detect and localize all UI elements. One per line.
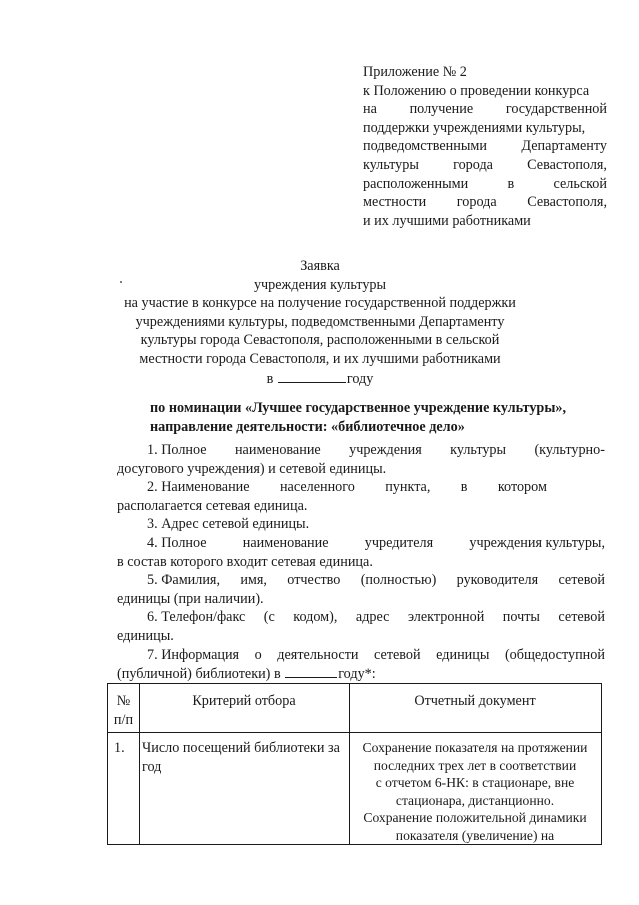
- word: города: [456, 194, 497, 211]
- item-2: [117, 478, 605, 497]
- item-6-cont: единицы.: [117, 627, 174, 644]
- title-year-line: [70, 369, 570, 389]
- word: электронной: [407, 609, 485, 626]
- item-1: [117, 441, 605, 460]
- word: деятельности: [277, 646, 359, 663]
- title-line: местности города Севастополя, и их лучшими работниками: [139, 350, 501, 367]
- row-number-text: 1.: [114, 740, 125, 756]
- item-4-cont: в состав которого входит сетевая единица.: [117, 553, 373, 570]
- header-document: [349, 692, 601, 711]
- word: сетевой: [374, 646, 421, 663]
- document-line: показателя (увеличение) на: [395, 827, 555, 843]
- appendix-line: [363, 175, 607, 194]
- word: подведомственными: [363, 138, 487, 155]
- year-suffix: году: [346, 370, 374, 387]
- word: получение: [409, 101, 474, 118]
- appendix-reference: [363, 63, 607, 230]
- header-criterion: [139, 692, 349, 711]
- appendix-line: к Положению о проведении конкурса: [363, 82, 590, 99]
- item-6: [117, 608, 605, 627]
- word: (культурно-: [534, 442, 605, 458]
- document-line: Сохранение показателя на протяжении: [362, 740, 588, 755]
- document-line: последних трех лет в соответствии: [373, 757, 577, 773]
- word: в: [460, 479, 468, 496]
- word: кодом),: [293, 609, 338, 626]
- word: пункта,: [385, 479, 431, 496]
- word: учредителя: [364, 534, 434, 551]
- item-7-prefix: (публичной) библиотеки) в: [117, 666, 281, 683]
- appendix-number: Приложение № 2: [363, 64, 467, 80]
- word: наименование: [242, 534, 329, 551]
- document-line: с отчетом 6-НК: в стационаре, вне: [375, 775, 575, 791]
- header-number-line: п/п: [113, 711, 134, 728]
- row-1-number: [114, 739, 138, 758]
- word: 2. Наименование: [147, 479, 250, 496]
- document-line: стационара, дистанционно.: [395, 792, 555, 808]
- appendix-line: [363, 193, 607, 212]
- word: 1. Полное: [147, 442, 207, 458]
- word: на: [363, 101, 377, 118]
- title-line: учреждениями культуры, подведомственными Департаменту: [135, 313, 505, 330]
- item-7-cont: [117, 664, 605, 684]
- word: города: [453, 156, 493, 173]
- item-2-cont: располагается сетевая единица.: [117, 497, 308, 514]
- word: учреждения: [349, 442, 422, 458]
- appendix-line: и их лучшими работниками: [363, 212, 531, 229]
- nomination-line: направление деятельности: «библиотечное дело»: [150, 418, 465, 435]
- word: Севастополя,: [527, 194, 607, 211]
- word: местности: [363, 194, 427, 211]
- header-criterion-text: Критерий отбора: [192, 693, 296, 709]
- word: Севастополя,: [527, 156, 607, 173]
- year-blank: [285, 664, 337, 678]
- word: сетевой: [558, 609, 605, 626]
- word: наименование: [234, 442, 321, 458]
- nomination-line: по номинации «Лучшее государственное учреждение культуры»,: [150, 400, 567, 416]
- word: о: [254, 646, 262, 663]
- word: сельской: [553, 175, 607, 192]
- word: Департаменту: [521, 138, 607, 155]
- appendix-line: [363, 100, 607, 119]
- word: (общедоступной: [504, 646, 605, 663]
- title-line: учреждения культуры: [253, 276, 387, 293]
- table-header-divider: [108, 732, 601, 733]
- appendix-line: [363, 137, 607, 156]
- appendix-line: поддержки учреждениями культуры,: [363, 119, 586, 136]
- word: (полностью): [360, 572, 437, 589]
- word: единицы: [436, 646, 490, 663]
- year-blank: [278, 369, 346, 383]
- word: культуры: [363, 156, 419, 173]
- row-1-document: [349, 739, 601, 845]
- word: в: [507, 175, 515, 192]
- criteria-table: [107, 683, 602, 845]
- application-title: [70, 257, 570, 388]
- word: котором: [497, 479, 547, 496]
- title-line: культуры города Севастополя, расположенными в сельской: [140, 332, 500, 349]
- header-number: [108, 692, 139, 729]
- word: сетевой: [558, 572, 605, 589]
- header-number-line: №: [116, 693, 131, 709]
- word: учреждения культуры,: [469, 534, 605, 551]
- word: 6. Телефон/факс: [147, 609, 246, 626]
- word: адрес: [355, 609, 390, 626]
- word: государственной: [505, 101, 607, 118]
- word: 4. Полное: [147, 534, 207, 551]
- item-7: [117, 646, 605, 665]
- criterion-line: год: [142, 758, 162, 775]
- word: имя,: [240, 572, 267, 589]
- row-1-criterion: [142, 739, 347, 776]
- item-4: [117, 534, 605, 553]
- nomination: [150, 399, 610, 436]
- year-prefix: в: [266, 370, 274, 387]
- word: 7. Информация: [147, 646, 240, 663]
- title-line: на участие в конкурсе на получение государственной поддержки: [124, 295, 516, 312]
- title-heading: Заявка: [300, 258, 340, 274]
- word: почты: [502, 609, 540, 626]
- item-5: [117, 571, 605, 590]
- item-5-cont: единицы (при наличии).: [117, 590, 264, 607]
- word: населенного: [279, 479, 355, 496]
- word: (с: [263, 609, 275, 626]
- word: расположенными: [363, 175, 469, 192]
- document-line: Сохранение положительной динамики: [363, 810, 587, 826]
- word: 5. Фамилия,: [147, 572, 221, 589]
- item-3: 3. Адрес сетевой единицы.: [147, 516, 310, 533]
- application-items: [117, 441, 605, 684]
- criterion-line: Число посещений библиотеки за: [142, 740, 340, 756]
- appendix-line: [363, 156, 607, 175]
- word: руководителя: [456, 572, 539, 589]
- word: отчество: [287, 572, 341, 589]
- item-7-suffix: году*:: [338, 666, 376, 683]
- header-document-text: Отчетный документ: [414, 693, 536, 709]
- item-1-cont: досугового учреждения) и сетевой единицы.: [117, 460, 387, 477]
- word: культуры: [450, 442, 507, 458]
